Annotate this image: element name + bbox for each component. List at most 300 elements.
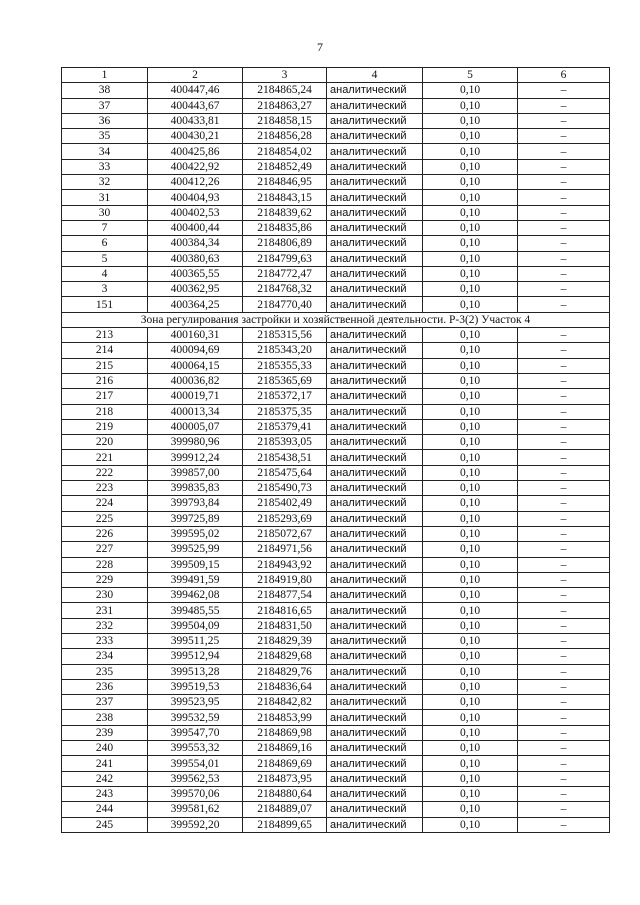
accuracy-cell: 0,10: [423, 725, 518, 740]
table-row: [62, 266, 610, 281]
accuracy-cell: 0,10: [423, 220, 518, 235]
note-cell: –: [518, 756, 610, 771]
table-row: [62, 282, 610, 297]
point-number-cell: 34: [62, 144, 148, 159]
x-coordinate-cell: 400036,82: [148, 373, 243, 388]
note-cell: –: [518, 802, 610, 817]
y-coordinate-cell: 2184770,40: [243, 297, 327, 312]
accuracy-cell: 0,10: [423, 190, 518, 205]
method-cell: аналитический: [327, 205, 423, 220]
header-cell-1: 1: [62, 68, 148, 83]
y-coordinate-cell: 2184863,27: [243, 98, 327, 113]
point-number-cell: 151: [62, 297, 148, 312]
point-number-cell: 244: [62, 802, 148, 817]
table-row: [62, 725, 610, 740]
point-number-cell: 217: [62, 389, 148, 404]
note-cell: –: [518, 481, 610, 496]
point-number-cell: 224: [62, 496, 148, 511]
section-title: Зона регулирования застройки и хозяйственной деятельности. Р-3(2) Участок 4: [62, 312, 610, 327]
header-cell-2: 2: [148, 68, 243, 83]
method-cell: аналитический: [327, 557, 423, 572]
point-number-cell: 238: [62, 710, 148, 725]
y-coordinate-cell: 2184899,65: [243, 817, 327, 832]
note-cell: –: [518, 618, 610, 633]
y-coordinate-cell: 2185072,67: [243, 526, 327, 541]
table-row: [62, 756, 610, 771]
point-number-cell: 243: [62, 786, 148, 801]
y-coordinate-cell: 2184816,65: [243, 603, 327, 618]
method-cell: аналитический: [327, 358, 423, 373]
method-cell: аналитический: [327, 664, 423, 679]
accuracy-cell: 0,10: [423, 236, 518, 251]
accuracy-cell: 0,10: [423, 526, 518, 541]
method-cell: аналитический: [327, 98, 423, 113]
y-coordinate-cell: 2184768,32: [243, 282, 327, 297]
table-row: [62, 328, 610, 343]
accuracy-cell: 0,10: [423, 679, 518, 694]
accuracy-cell: 0,10: [423, 297, 518, 312]
x-coordinate-cell: 399581,62: [148, 802, 243, 817]
accuracy-cell: 0,10: [423, 633, 518, 648]
x-coordinate-cell: 400430,21: [148, 129, 243, 144]
y-coordinate-cell: 2185355,33: [243, 358, 327, 373]
table-row: [62, 98, 610, 113]
point-number-cell: 223: [62, 481, 148, 496]
table-row: [62, 373, 610, 388]
accuracy-cell: 0,10: [423, 771, 518, 786]
table-row: [62, 802, 610, 817]
accuracy-cell: 0,10: [423, 465, 518, 480]
table-row: [62, 190, 610, 205]
point-number-cell: 5: [62, 251, 148, 266]
x-coordinate-cell: 400380,63: [148, 251, 243, 266]
x-coordinate-cell: 400019,71: [148, 389, 243, 404]
table-row: [62, 664, 610, 679]
note-cell: –: [518, 297, 610, 312]
table-row: [62, 511, 610, 526]
method-cell: аналитический: [327, 756, 423, 771]
y-coordinate-cell: 2184853,99: [243, 710, 327, 725]
y-coordinate-cell: 2184943,92: [243, 557, 327, 572]
accuracy-cell: 0,10: [423, 618, 518, 633]
y-coordinate-cell: 2184852,49: [243, 159, 327, 174]
accuracy-cell: 0,10: [423, 175, 518, 190]
point-number-cell: 225: [62, 511, 148, 526]
method-cell: аналитический: [327, 328, 423, 343]
table-row: [62, 419, 610, 434]
table-row: [62, 220, 610, 235]
accuracy-cell: 0,10: [423, 389, 518, 404]
x-coordinate-cell: 400447,46: [148, 83, 243, 98]
table-row: [62, 358, 610, 373]
header-cell-5: 5: [423, 68, 518, 83]
note-cell: –: [518, 633, 610, 648]
x-coordinate-cell: 399725,89: [148, 511, 243, 526]
point-number-cell: 222: [62, 465, 148, 480]
table-row: [62, 542, 610, 557]
header-cell-4: 4: [327, 68, 423, 83]
point-number-cell: 236: [62, 679, 148, 694]
accuracy-cell: 0,10: [423, 205, 518, 220]
point-number-cell: 228: [62, 557, 148, 572]
section-row: [62, 312, 610, 327]
y-coordinate-cell: 2184829,39: [243, 633, 327, 648]
accuracy-cell: 0,10: [423, 603, 518, 618]
x-coordinate-cell: 400064,15: [148, 358, 243, 373]
method-cell: аналитический: [327, 588, 423, 603]
y-coordinate-cell: 2185375,35: [243, 404, 327, 419]
y-coordinate-cell: 2185379,41: [243, 419, 327, 434]
note-cell: –: [518, 465, 610, 480]
note-cell: –: [518, 251, 610, 266]
method-cell: аналитический: [327, 113, 423, 128]
table-row: [62, 526, 610, 541]
x-coordinate-cell: 400425,86: [148, 144, 243, 159]
accuracy-cell: 0,10: [423, 817, 518, 832]
method-cell: аналитический: [327, 710, 423, 725]
accuracy-cell: 0,10: [423, 588, 518, 603]
method-cell: аналитический: [327, 144, 423, 159]
method-cell: аналитический: [327, 526, 423, 541]
table-row: [62, 771, 610, 786]
x-coordinate-cell: 400433,81: [148, 113, 243, 128]
accuracy-cell: 0,10: [423, 511, 518, 526]
accuracy-cell: 0,10: [423, 113, 518, 128]
y-coordinate-cell: 2185315,56: [243, 328, 327, 343]
x-coordinate-cell: 400013,34: [148, 404, 243, 419]
method-cell: аналитический: [327, 159, 423, 174]
accuracy-cell: 0,10: [423, 282, 518, 297]
method-cell: аналитический: [327, 465, 423, 480]
header-row: [62, 68, 610, 83]
accuracy-cell: 0,10: [423, 144, 518, 159]
note-cell: –: [518, 649, 610, 664]
point-number-cell: 226: [62, 526, 148, 541]
accuracy-cell: 0,10: [423, 557, 518, 572]
x-coordinate-cell: 400384,34: [148, 236, 243, 251]
note-cell: –: [518, 786, 610, 801]
point-number-cell: 7: [62, 220, 148, 235]
note-cell: –: [518, 496, 610, 511]
method-cell: аналитический: [327, 450, 423, 465]
method-cell: аналитический: [327, 297, 423, 312]
accuracy-cell: 0,10: [423, 741, 518, 756]
point-number-cell: 235: [62, 664, 148, 679]
point-number-cell: 214: [62, 343, 148, 358]
header-cell-6: 6: [518, 68, 610, 83]
method-cell: аналитический: [327, 633, 423, 648]
note-cell: –: [518, 129, 610, 144]
point-number-cell: 215: [62, 358, 148, 373]
method-cell: аналитический: [327, 175, 423, 190]
y-coordinate-cell: 2184869,16: [243, 741, 327, 756]
table-row: [62, 297, 610, 312]
note-cell: –: [518, 771, 610, 786]
x-coordinate-cell: 400362,95: [148, 282, 243, 297]
table-row: [62, 465, 610, 480]
point-number-cell: 231: [62, 603, 148, 618]
note-cell: –: [518, 373, 610, 388]
note-cell: –: [518, 220, 610, 235]
accuracy-cell: 0,10: [423, 159, 518, 174]
table-row: [62, 741, 610, 756]
note-cell: –: [518, 83, 610, 98]
accuracy-cell: 0,10: [423, 343, 518, 358]
point-number-cell: 35: [62, 129, 148, 144]
table-row: [62, 695, 610, 710]
x-coordinate-cell: 399547,70: [148, 725, 243, 740]
y-coordinate-cell: 2184856,28: [243, 129, 327, 144]
accuracy-cell: 0,10: [423, 358, 518, 373]
y-coordinate-cell: 2185343,20: [243, 343, 327, 358]
point-number-cell: 213: [62, 328, 148, 343]
method-cell: аналитический: [327, 817, 423, 832]
y-coordinate-cell: 2184831,50: [243, 618, 327, 633]
table-row: [62, 649, 610, 664]
y-coordinate-cell: 2184839,62: [243, 205, 327, 220]
x-coordinate-cell: 399553,32: [148, 741, 243, 756]
point-number-cell: 221: [62, 450, 148, 465]
x-coordinate-cell: 399980,96: [148, 435, 243, 450]
x-coordinate-cell: 399793,84: [148, 496, 243, 511]
table-row: [62, 435, 610, 450]
x-coordinate-cell: 399511,25: [148, 633, 243, 648]
point-number-cell: 30: [62, 205, 148, 220]
point-number-cell: 33: [62, 159, 148, 174]
method-cell: аналитический: [327, 435, 423, 450]
header-cell-3: 3: [243, 68, 327, 83]
note-cell: –: [518, 282, 610, 297]
method-cell: аналитический: [327, 771, 423, 786]
method-cell: аналитический: [327, 251, 423, 266]
y-coordinate-cell: 2184846,95: [243, 175, 327, 190]
note-cell: –: [518, 159, 610, 174]
x-coordinate-cell: 399525,99: [148, 542, 243, 557]
point-number-cell: 241: [62, 756, 148, 771]
y-coordinate-cell: 2184854,02: [243, 144, 327, 159]
note-cell: –: [518, 588, 610, 603]
x-coordinate-cell: 399513,28: [148, 664, 243, 679]
method-cell: аналитический: [327, 741, 423, 756]
method-cell: аналитический: [327, 649, 423, 664]
table-row: [62, 236, 610, 251]
y-coordinate-cell: 2185372,17: [243, 389, 327, 404]
point-number-cell: 3: [62, 282, 148, 297]
table-row: [62, 343, 610, 358]
table-row: [62, 251, 610, 266]
table-row: [62, 679, 610, 694]
accuracy-cell: 0,10: [423, 649, 518, 664]
y-coordinate-cell: 2185365,69: [243, 373, 327, 388]
point-number-cell: 38: [62, 83, 148, 98]
x-coordinate-cell: 399554,01: [148, 756, 243, 771]
method-cell: аналитический: [327, 83, 423, 98]
x-coordinate-cell: 400412,26: [148, 175, 243, 190]
note-cell: –: [518, 557, 610, 572]
note-cell: –: [518, 358, 610, 373]
table-row: [62, 633, 610, 648]
point-number-cell: 37: [62, 98, 148, 113]
note-cell: –: [518, 526, 610, 541]
note-cell: –: [518, 664, 610, 679]
y-coordinate-cell: 2185293,69: [243, 511, 327, 526]
x-coordinate-cell: 399485,55: [148, 603, 243, 618]
table-row: [62, 450, 610, 465]
point-number-cell: 220: [62, 435, 148, 450]
note-cell: –: [518, 404, 610, 419]
point-number-cell: 36: [62, 113, 148, 128]
point-number-cell: 216: [62, 373, 148, 388]
method-cell: аналитический: [327, 542, 423, 557]
y-coordinate-cell: 2184829,68: [243, 649, 327, 664]
table-row: [62, 817, 610, 832]
page-number: 7: [317, 40, 323, 54]
note-cell: –: [518, 695, 610, 710]
note-cell: –: [518, 190, 610, 205]
method-cell: аналитический: [327, 603, 423, 618]
point-number-cell: 234: [62, 649, 148, 664]
table-row: [62, 404, 610, 419]
table-row: [62, 159, 610, 174]
x-coordinate-cell: 400364,25: [148, 297, 243, 312]
x-coordinate-cell: 399462,08: [148, 588, 243, 603]
x-coordinate-cell: 399519,53: [148, 679, 243, 694]
table-row: [62, 144, 610, 159]
point-number-cell: 242: [62, 771, 148, 786]
x-coordinate-cell: 399595,02: [148, 526, 243, 541]
accuracy-cell: 0,10: [423, 435, 518, 450]
x-coordinate-cell: 400402,53: [148, 205, 243, 220]
method-cell: аналитический: [327, 496, 423, 511]
y-coordinate-cell: 2184865,24: [243, 83, 327, 98]
point-number-cell: 32: [62, 175, 148, 190]
y-coordinate-cell: 2184799,63: [243, 251, 327, 266]
x-coordinate-cell: 399857,00: [148, 465, 243, 480]
table-row: [62, 205, 610, 220]
accuracy-cell: 0,10: [423, 83, 518, 98]
accuracy-cell: 0,10: [423, 450, 518, 465]
x-coordinate-cell: 399512,94: [148, 649, 243, 664]
method-cell: аналитический: [327, 802, 423, 817]
method-cell: аналитический: [327, 725, 423, 740]
method-cell: аналитический: [327, 695, 423, 710]
note-cell: –: [518, 450, 610, 465]
accuracy-cell: 0,10: [423, 572, 518, 587]
point-number-cell: 230: [62, 588, 148, 603]
note-cell: –: [518, 113, 610, 128]
note-cell: –: [518, 542, 610, 557]
x-coordinate-cell: 400400,44: [148, 220, 243, 235]
table-row: [62, 572, 610, 587]
y-coordinate-cell: 2184877,54: [243, 588, 327, 603]
point-number-cell: 240: [62, 741, 148, 756]
x-coordinate-cell: 399509,15: [148, 557, 243, 572]
accuracy-cell: 0,10: [423, 266, 518, 281]
y-coordinate-cell: 2185475,64: [243, 465, 327, 480]
y-coordinate-cell: 2184858,15: [243, 113, 327, 128]
note-cell: –: [518, 511, 610, 526]
note-cell: –: [518, 236, 610, 251]
table-row: [62, 113, 610, 128]
y-coordinate-cell: 2184842,82: [243, 695, 327, 710]
y-coordinate-cell: 2184880,64: [243, 786, 327, 801]
point-number-cell: 6: [62, 236, 148, 251]
x-coordinate-cell: 399504,09: [148, 618, 243, 633]
y-coordinate-cell: 2184869,98: [243, 725, 327, 740]
method-cell: аналитический: [327, 511, 423, 526]
note-cell: –: [518, 389, 610, 404]
y-coordinate-cell: 2184889,07: [243, 802, 327, 817]
table-row: [62, 603, 610, 618]
y-coordinate-cell: 2184829,76: [243, 664, 327, 679]
note-cell: –: [518, 144, 610, 159]
y-coordinate-cell: 2184772,47: [243, 266, 327, 281]
method-cell: аналитический: [327, 129, 423, 144]
note-cell: –: [518, 175, 610, 190]
point-number-cell: 218: [62, 404, 148, 419]
note-cell: –: [518, 817, 610, 832]
note-cell: –: [518, 710, 610, 725]
point-number-cell: 31: [62, 190, 148, 205]
note-cell: –: [518, 725, 610, 740]
method-cell: аналитический: [327, 266, 423, 281]
note-cell: –: [518, 679, 610, 694]
accuracy-cell: 0,10: [423, 404, 518, 419]
note-cell: –: [518, 98, 610, 113]
y-coordinate-cell: 2185438,51: [243, 450, 327, 465]
method-cell: аналитический: [327, 404, 423, 419]
point-number-cell: 233: [62, 633, 148, 648]
accuracy-cell: 0,10: [423, 419, 518, 434]
table-row: [62, 588, 610, 603]
note-cell: –: [518, 343, 610, 358]
y-coordinate-cell: 2184835,86: [243, 220, 327, 235]
accuracy-cell: 0,10: [423, 129, 518, 144]
point-number-cell: 229: [62, 572, 148, 587]
table-body: [62, 68, 610, 833]
x-coordinate-cell: 400094,69: [148, 343, 243, 358]
method-cell: аналитический: [327, 236, 423, 251]
method-cell: аналитический: [327, 389, 423, 404]
accuracy-cell: 0,10: [423, 542, 518, 557]
point-number-cell: 219: [62, 419, 148, 434]
note-cell: –: [518, 435, 610, 450]
accuracy-cell: 0,10: [423, 481, 518, 496]
y-coordinate-cell: 2184836,64: [243, 679, 327, 694]
accuracy-cell: 0,10: [423, 664, 518, 679]
y-coordinate-cell: 2184869,69: [243, 756, 327, 771]
accuracy-cell: 0,10: [423, 695, 518, 710]
point-number-cell: 239: [62, 725, 148, 740]
point-number-cell: 245: [62, 817, 148, 832]
coordinates-table: [61, 67, 610, 833]
x-coordinate-cell: 400443,67: [148, 98, 243, 113]
point-number-cell: 232: [62, 618, 148, 633]
note-cell: –: [518, 328, 610, 343]
note-cell: –: [518, 266, 610, 281]
accuracy-cell: 0,10: [423, 328, 518, 343]
table-row: [62, 175, 610, 190]
method-cell: аналитический: [327, 572, 423, 587]
method-cell: аналитический: [327, 618, 423, 633]
accuracy-cell: 0,10: [423, 710, 518, 725]
note-cell: –: [518, 205, 610, 220]
x-coordinate-cell: 399562,53: [148, 771, 243, 786]
point-number-cell: 4: [62, 266, 148, 281]
y-coordinate-cell: 2184873,95: [243, 771, 327, 786]
table-row: [62, 389, 610, 404]
method-cell: аналитический: [327, 786, 423, 801]
